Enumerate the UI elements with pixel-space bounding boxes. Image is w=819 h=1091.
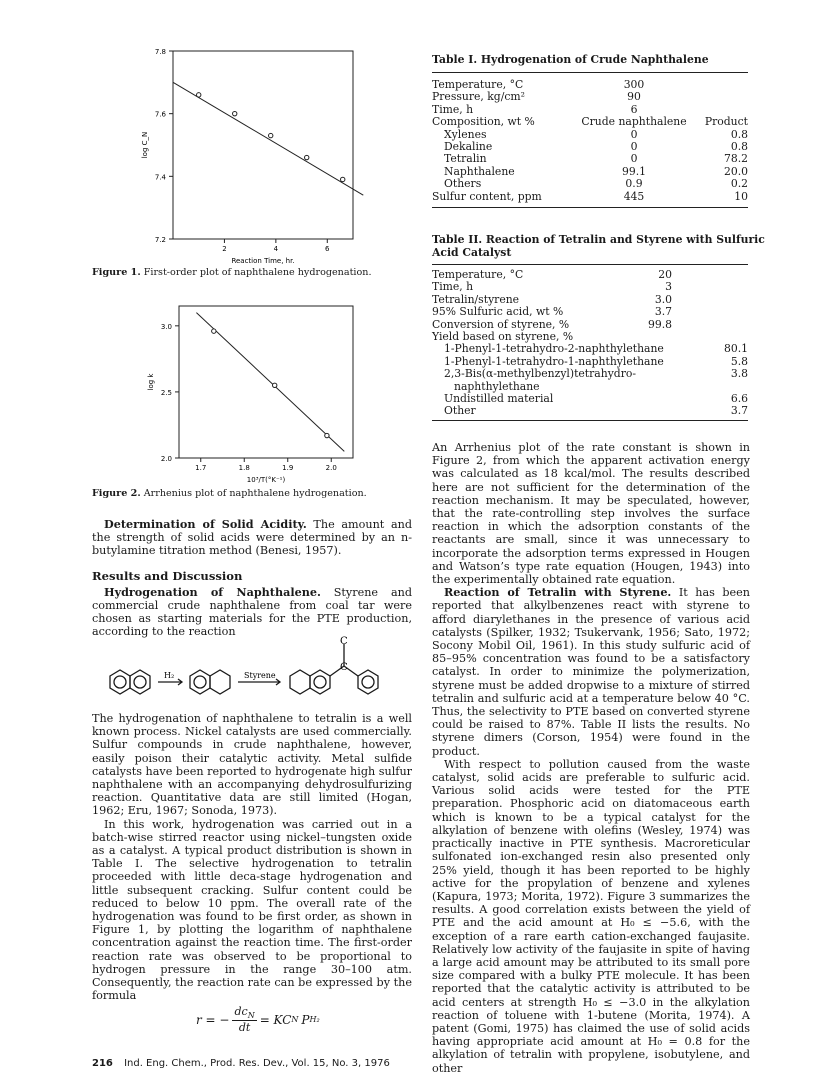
table-cell-value: 6.6 <box>730 392 748 406</box>
reaction-scheme <box>92 634 414 706</box>
table-2 <box>432 269 748 418</box>
tetralin-ring-a <box>190 670 210 694</box>
y-axis-label: log C_N <box>141 131 149 159</box>
table-row <box>432 178 748 190</box>
table-cell-crude: 6 <box>630 102 638 116</box>
data-point <box>325 433 329 437</box>
table-cell-product: 78.2 <box>723 152 748 166</box>
equation-fraction <box>232 1005 256 1034</box>
x-axis-label: 10³/T(°K⁻¹) <box>246 476 286 484</box>
y-tick-label: 3.0 <box>160 322 172 331</box>
y-tick-label: 7.4 <box>154 173 166 182</box>
table-2-bottom-rule <box>432 420 748 421</box>
equation-numerator: dc <box>234 1005 248 1018</box>
table-cell-crude: Crude naphthalene <box>581 115 687 129</box>
table-cell-label: Tetralin/styrene 3.0 <box>432 292 672 306</box>
equation-rhs-sub2: H₂ <box>309 1015 320 1025</box>
table-1 <box>432 79 748 203</box>
table-row <box>432 191 748 203</box>
table-row <box>432 368 748 380</box>
heading-hydrogenation: Hydrogenation of Naphthalene. <box>104 584 321 599</box>
data-point <box>305 155 309 159</box>
paragraph-arrhenius: An Arrhenius plot of the rate constant is shown in Figure 2, from which the apparent activation energy was calculated as 18 kcal/mol. The results described here are not sufficient for the determination of the reaction mechanism. It may be speculated, however, that the rate-controlling step involves the surface reaction in which the adsorption constants of the reactants are small, since it was unnecessary to incorporate the adsorption terms expressed in Hougen and Watson’s type rate equation (Hougen, 1943) into the experimentally obtained rate equation. <box>432 441 750 587</box>
table-cell-product: Product <box>704 115 748 129</box>
paragraph-solid-acidity <box>92 518 412 558</box>
paragraph-text: Styrene and commercial crude naphthalene from coal tar were chosen as starting materials for the PTE production, according to the reaction <box>92 585 412 639</box>
table-1-top-rule <box>432 72 748 73</box>
x-tick-label: 1.9 <box>282 464 294 472</box>
page-number: 216 <box>92 1058 113 1069</box>
table-row <box>432 281 748 293</box>
table-cell-value: 5.8 <box>730 354 748 368</box>
table-cell-label: Other <box>444 404 476 418</box>
table-cell-value: 3.7 <box>730 404 748 418</box>
table-row <box>432 306 748 318</box>
figure-2-caption <box>92 488 392 500</box>
table-cell-crude: 99.1 <box>621 164 647 178</box>
figure-2-caption-text: Arrhenius plot of naphthalene hydrogenation. <box>143 488 367 499</box>
fit-line <box>196 313 344 452</box>
table-row <box>432 116 748 128</box>
scheme-methine-c: C <box>340 662 348 673</box>
table-cell-value: 99.8 <box>647 317 672 331</box>
table-cell-crude: 445 <box>623 189 645 203</box>
plot-frame <box>173 51 353 239</box>
table-cell-label: Composition, wt % <box>432 115 535 129</box>
pte-ring-a <box>290 670 310 694</box>
table-2-title-line1: Table II. Reaction of Tetralin and Styrene with Sulfuric <box>432 233 765 246</box>
table-1-title: Table I. Hydrogenation of Crude Naphthalene <box>432 53 709 66</box>
table-cell-label: Xylenes <box>444 127 487 141</box>
pte-ring-phenyl <box>358 670 378 694</box>
table-cell-label: Temperature, °C <box>432 78 524 91</box>
naphthalene-ring-b <box>130 670 150 694</box>
table-row <box>432 153 748 165</box>
table-cell-value: 20 <box>658 268 672 281</box>
table-cell-value: 3.7 <box>654 305 672 319</box>
y-tick-label: 2.0 <box>160 455 172 463</box>
table-cell-label: 2,3-Bis(α-methylbenzyl)tetrahydro- <box>444 367 637 381</box>
y-axis-label: log k <box>147 373 155 391</box>
table-cell-crude: 0 <box>630 127 638 141</box>
table-row <box>432 405 748 417</box>
figure-2-label: Figure 2. <box>92 488 141 499</box>
table-row <box>432 393 748 405</box>
equation-denominator: dt <box>238 1021 251 1035</box>
paragraph-solid-acids: With respect to pollution caused from the waste catalyst, solid acids are preferable to sulfuric acid. Various solid acids were tested for the PTE preparation. Phosphoric acid on diatomaceous earth which is known to be a typical catalyst for the alkylation of benzene with olefins (Wesley, 1974) was practically inactive in PTE synthesis. Macroreticular sulfonated ion-exchanged resin also presented only 25% yield, though it has been reported to be highly active for the propylation of benzene and xylenes (Kapura, 1973; Morita, 1972). Figure 3 summarizes the results. A good correlation exists between the yield of PTE and the acid amount at H₀ ≤ −5.6, with the exception of a rare earth cation-exchanged faujasite. Relatively low activity of the faujasite in spite of having a large acid amount may be attributed to its small pore size compared with a bulky PTE molecule. It has been reported that the catalytic activity is attributed to be acid centers at strength H₀ ≤ −3.0 in the alkylation reaction of toluene with 1-butene (Morita, 1974). A patent (Gomi, 1975) has claimed the use of solid acids having appropriate acid amount at H₀ = 0.8 for the alkylation of tetralin with propylene, isobutylene, and other <box>432 757 750 1075</box>
x-tick-label: 1.7 <box>195 464 207 472</box>
table-cell-label: 1-Phenyl-1-tetrahydro-1-naphthylethane <box>444 354 664 368</box>
table-cell-crude: 0 <box>630 140 638 154</box>
x-tick-label: 6 <box>325 245 330 253</box>
y-tick-label: 2.5 <box>160 388 172 397</box>
figure-2-chart <box>135 300 365 485</box>
table-cell-label: Yield based on styrene, % <box>432 330 574 344</box>
table-row <box>432 91 748 103</box>
paragraph-this-work: In this work, hydrogenation was carried out in a batch-wise stirred reactor using nickel–tungsten oxide as a catalyst. A typical product distribution is shown in Table I. The selective hydrogenation to tetralin proceeded with little deca-stage hydrogenation and little subsequent cracking. Sulfur content could be reduced to below 10 ppm. The overall rate of the hydrogenation was found to be first order, as shown in Figure 1, by plotting the logarithm of naphthalene concentration against the reaction time. The first-order reaction rate was observed to be proportional to hydrogen pressure in the range 30–100 atm. Consequently, the reaction rate can be expressed by the formula <box>92 817 412 1003</box>
table-cell-product: 20.0 <box>723 164 748 178</box>
table-cell-product: 10 <box>734 189 748 203</box>
scheme-styrene-label: Styrene <box>244 671 276 680</box>
table-2-title-line2: Acid Catalyst <box>432 246 512 259</box>
table-cell-label: Tetralin <box>444 152 487 166</box>
data-point <box>273 383 277 387</box>
table-cell-label: Others <box>444 177 482 191</box>
paragraph-text: The amount and the strength of solid acids were determined by an n-butylamine titration method (Benesi, 1957). <box>92 518 412 558</box>
table-cell-label: Dekaline <box>444 140 493 154</box>
pte-ring-b <box>310 670 330 694</box>
table-cell-product: 0.2 <box>730 177 748 191</box>
equation-numerator-sub: N <box>247 1011 255 1021</box>
x-axis-label: Reaction Time, hr. <box>231 257 295 265</box>
table-2-title <box>432 233 765 259</box>
naphthalene-ring-a <box>110 670 130 694</box>
table-cell-product: 0.8 <box>730 140 748 154</box>
table-cell-label: Temperature, °C 20 <box>432 268 672 281</box>
paragraph-hydrogenation-intro <box>92 586 412 639</box>
table-cell-label: 1-Phenyl-1-tetrahydro-2-naphthylethane <box>444 342 664 356</box>
heading-tetralin-styrene: Reaction of Tetralin with Styrene. <box>444 585 672 600</box>
figure-1-caption-text: First-order plot of naphthalene hydrogenation. <box>143 267 372 278</box>
table-cell-product: 0.8 <box>730 127 748 141</box>
heading-solid-acidity: Determination of Solid Acidity. <box>104 517 307 531</box>
data-point <box>233 111 237 115</box>
y-tick-label: 7.8 <box>154 48 166 56</box>
table-cell-value: 3.0 <box>654 292 672 306</box>
table-cell-label: 95% Sulfuric acid, wt % 3.7 <box>432 305 672 319</box>
table-row <box>432 331 748 343</box>
table-cell-product <box>696 91 748 103</box>
scheme-h2-label: H₂ <box>164 671 175 680</box>
left-column-upper <box>92 518 412 639</box>
table-cell-crude: 300 <box>623 78 645 91</box>
equation-lhs: r = − <box>196 1012 230 1027</box>
fit-line <box>173 82 363 195</box>
table-cell-value: 80.1 <box>723 342 748 356</box>
table-cell-product <box>696 79 748 91</box>
table-cell-crude: 0 <box>630 152 638 166</box>
table-cell-value: 3.8 <box>730 367 748 381</box>
data-point <box>197 93 201 97</box>
equation-rhs: = KC <box>259 1012 292 1027</box>
x-tick-label: 2 <box>222 245 227 253</box>
table-cell-label: Undistilled material <box>444 392 554 406</box>
y-tick-label: 7.6 <box>154 110 166 119</box>
table-cell-label: Naphthalene <box>444 164 515 178</box>
rate-equation <box>196 1005 320 1034</box>
page-footer <box>92 1058 390 1069</box>
x-tick-label: 2.0 <box>325 464 337 472</box>
scheme-methyl-c: C <box>340 636 348 647</box>
paragraph-hydrogenation-process: The hydrogenation of naphthalene to tetralin is a well known process. Nickel catalysts are used commercially. Sulfur compounds in crude naphthalene, however, easily poison their catalytic activity. Metal sulfide catalysts have been reported to hydrogenate high sulfur naphthalene with an accompanying dehydrosulfurizing reaction. Quantitative data are still limited (Hogan, 1962; Eru, 1967; Sonoda, 1973). <box>92 712 412 818</box>
data-point <box>269 133 273 137</box>
table-cell-crude: 90 <box>627 90 641 104</box>
table-cell-label: Sulfur content, ppm <box>432 189 542 203</box>
y-tick-label: 7.2 <box>154 236 166 244</box>
right-column-text <box>432 441 750 1075</box>
table-cell-label: Conversion of styrene, % 99.8 <box>432 317 672 331</box>
table-cell-label: Time, h 3 <box>432 280 672 294</box>
equation-rhs-p: P <box>301 1012 310 1027</box>
table-cell-value: 3 <box>665 280 672 294</box>
equation-rhs-sub1: N <box>291 1015 299 1025</box>
data-point <box>341 177 345 181</box>
table-cell-label: Pressure, kg/cm² <box>432 90 525 104</box>
table-2-top-rule <box>432 264 748 265</box>
table-row <box>432 343 748 355</box>
table-cell-label: Time, h <box>432 102 474 116</box>
table-row <box>432 269 748 281</box>
tetralin-ring-b <box>210 670 230 694</box>
paragraph-text: It has been reported that alkylbenzenes react with styrene to afford diarylethanes in the presence of various acid catalysts (Spilker, 1932; Tsukervank, 1956; Sato, 1972; Socony Mobil Oil, 1961). In this study sulfuric acid of 85–95% concentration was found to be a satisfactory catalyst. In order to minimize the polymerization, styrene must be added dropwise to a mixture of stirred tetralin and sulfuric acid at a temperature below 40 °C. Thus, the selectivity to PTE based on converted styrene could be raised to 87%. Table II lists the results. No styrene dimers (Corson, 1954) were found in the product. <box>432 586 750 758</box>
section-heading-results: Results and Discussion <box>92 568 243 583</box>
figure-1-caption <box>92 267 392 279</box>
figure-1-chart <box>135 45 365 270</box>
journal-citation: Ind. Eng. Chem., Prod. Res. Dev., Vol. 15, No. 3, 1976 <box>124 1058 390 1069</box>
table-1-bottom-rule <box>432 207 748 208</box>
paragraph-tetralin-styrene <box>432 586 750 758</box>
figure-1-label: Figure 1. <box>92 267 141 278</box>
table-cell-crude: 0.9 <box>625 177 643 191</box>
table-cell-label: naphthylethane <box>454 379 540 393</box>
x-tick-label: 4 <box>273 245 279 253</box>
data-point <box>212 329 216 333</box>
left-column-lower <box>92 712 412 1002</box>
x-tick-label: 1.8 <box>238 464 250 472</box>
